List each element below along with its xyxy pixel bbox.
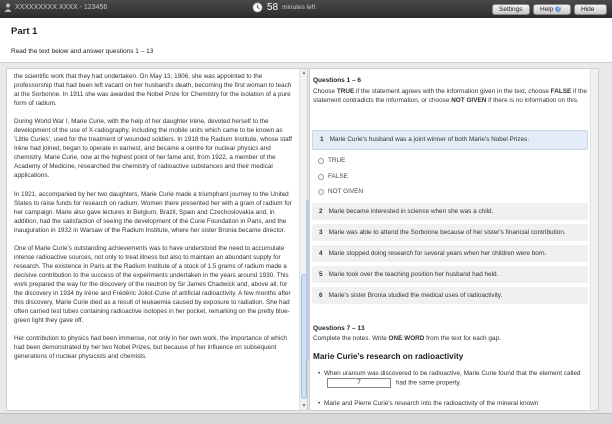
gap-input-7[interactable]: 7: [327, 378, 391, 388]
help-button[interactable]: [533, 4, 571, 15]
instruction-text: if the statement agrees with the information given in the text, choose: [354, 88, 551, 95]
question-text: Marie became interested in science when she was a child.: [328, 208, 494, 215]
timer-value: 58: [267, 2, 279, 13]
question-number: 3: [319, 229, 323, 236]
radio-icon[interactable]: [318, 158, 324, 164]
candidate-label: XXXXXXXXX XXXX - 123456: [15, 4, 108, 11]
instruction-text: Complete the notes. Write: [313, 335, 389, 342]
timer: [252, 2, 315, 13]
reading-passage-pane[interactable]: [6, 68, 308, 411]
question-text: Marie was able to attend the Sorbonne because of her sister's financial contribution.: [328, 229, 566, 236]
instruction-keyword: TRUE: [336, 88, 355, 95]
question-text: Marie took over the teaching position her husband had held.: [328, 271, 499, 278]
bullet-icon: •: [318, 370, 321, 377]
part-instruction: Read the text below and answer questions 1 – 13: [11, 48, 154, 55]
scroll-down-icon[interactable]: ▼: [301, 403, 307, 409]
question-text: Marie stopped doing research for several years when her children were born.: [328, 250, 547, 257]
note-text: had the same property.: [395, 379, 462, 387]
radio-icon[interactable]: [318, 174, 324, 180]
help-label: Help: [540, 6, 554, 13]
instruction-keyword: ONE WORD: [388, 335, 425, 342]
person-icon: [4, 3, 12, 12]
note-text: When uranium was discovered to be radioactive, Marie Curie found that the element called: [324, 370, 581, 377]
questions-1-6-instruction: [313, 87, 591, 105]
instruction-text: if the statement contradicts the information, or choose: [313, 88, 587, 104]
radio-icon[interactable]: [318, 189, 324, 195]
timer-label: minutes left: [282, 4, 316, 11]
question-1[interactable]: [312, 130, 588, 150]
part-header: [0, 18, 612, 63]
question-4[interactable]: [312, 245, 588, 262]
question-3[interactable]: [312, 224, 588, 241]
passage-paragraph: During World War I, Marie Curie, with the help of her daughter Irène, devoted herself to the development of the use of X-radiography, including the mobile units which came to be known as 'Little Curies', used for the treatment of wounded soldiers. In 1918 the Radium Institute, whose staff Irène had joined, began to operate in earnest, and became a centre for nuclear physics and chemistry. Marie Curie, now at the highest point of her fame and, from 1922, a member of the Academy of Medicine, researched the chemistry of radioactive substances and their medical applications.: [14, 118, 293, 180]
questions-7-13-title: Questions 7 – 13: [313, 325, 365, 332]
help-icon: ?: [556, 6, 560, 13]
top-bar: [0, 0, 612, 18]
settings-label: Settings: [499, 6, 523, 13]
passage-paragraph: the scientific work that they had undertaken. On May 13, 1906, she was appointed to the professorship that had been left vacant on her husband's death, becoming the first woman to teach at the Sorbonne. In 1911 she was awarded the Nobel Prize for Chemistry for the isolation of a pure form of radium.: [14, 73, 292, 108]
note-item: [318, 399, 586, 408]
questions-7-13-instruction: [313, 335, 501, 342]
question-number: 6: [319, 292, 323, 299]
hide-button[interactable]: [574, 4, 607, 15]
passage-paragraph: In 1921, accompanied by her two daughters, Marie Curie made a triumphant journey to the United States to raise funds for research on radium. Women there presented her with a gram of radium for her campaign. Marie also gave lectures in Belgium, Brazil, Spain and Czechoslovakia and, in addition, had the satisfaction of seeing the development of the Curie Foundation in Paris, and the inauguration in 1932 in Warsaw of the Radium Institute, where her sister Bronia became director.: [14, 190, 292, 234]
notes-title: Marie Curie's research on radioactivity: [313, 352, 464, 361]
question-text: Marie's sister Bronia studied the medical uses of radioactivity.: [328, 292, 503, 299]
questions-1-6-title: Questions 1 – 6: [313, 77, 362, 84]
instruction-keyword: NOT GIVEN: [451, 97, 487, 104]
passage-paragraph: One of Marie Curie's outstanding achievements was to have understood the need to accumulate intense radioactive sources, not only to treat illness but also to maintain an abundant supply for research. The existence in Paris at the Radium Institute of a stock of 1.5 grams of radium made a decisive contribution to the success of the experiments undertaken in the years around 1930. This work prepared the way for the discovery of the neutron by Sir James Chadwick and, above all, for the discovery in 1934 by Irène and Frédéric Joliot-Curie of artificial radioactivity. A few months after this discovery, Marie Curie died as a result of leukaemia caused by exposure to radiation. She had often carried test tubes containing radioactive isotopes in her pocket, remarking on the pretty blue-green light they gave off.: [14, 244, 291, 325]
note-item: [318, 369, 586, 388]
hide-label: Hide: [581, 6, 595, 13]
instruction-text: if there is no information on this.: [486, 97, 579, 104]
settings-button[interactable]: [492, 4, 530, 15]
option-label: NOT GIVEN: [328, 188, 364, 195]
scroll-up-icon[interactable]: ▲: [301, 70, 307, 76]
bullet-icon: •: [318, 400, 321, 407]
passage-paragraph: Her contribution to physics had been immense, not only in her own work, the importance of which had been demonstrated by her two Nobel Prizes, but because of her influence on subsequent generations of nuclear physicists and chemists.: [14, 335, 287, 361]
note-text: Marie and Pierre Curie's research into the radioactivity of the mineral known: [324, 400, 539, 407]
question-6[interactable]: [312, 287, 588, 304]
questions-pane[interactable]: [309, 68, 599, 411]
instruction-text: Choose: [313, 88, 337, 95]
questions-scrollbar[interactable]: [590, 69, 598, 410]
question-text: Marie Curie's husband was a joint winner of both Marie's Nobel Prizes.: [329, 136, 530, 143]
question-5[interactable]: [312, 266, 588, 283]
reading-passage: [14, 72, 294, 370]
question-number: 1: [320, 136, 324, 143]
instruction-keyword: FALSE: [550, 88, 572, 95]
candidate-info: [4, 3, 107, 12]
option-label: FALSE: [328, 173, 348, 180]
option-false[interactable]: [318, 173, 348, 180]
clock-icon: [252, 2, 263, 13]
question-2[interactable]: [312, 203, 588, 220]
option-not-given[interactable]: [318, 188, 363, 195]
bottom-navigation-bar: [0, 413, 612, 424]
part-title: Part 1: [11, 26, 38, 37]
instruction-text: from the text for each gap.: [424, 335, 501, 342]
question-number: 4: [319, 250, 323, 257]
option-label: TRUE: [328, 157, 346, 164]
question-number: 5: [319, 271, 323, 278]
question-number: 2: [319, 208, 323, 215]
option-true[interactable]: [318, 157, 345, 164]
